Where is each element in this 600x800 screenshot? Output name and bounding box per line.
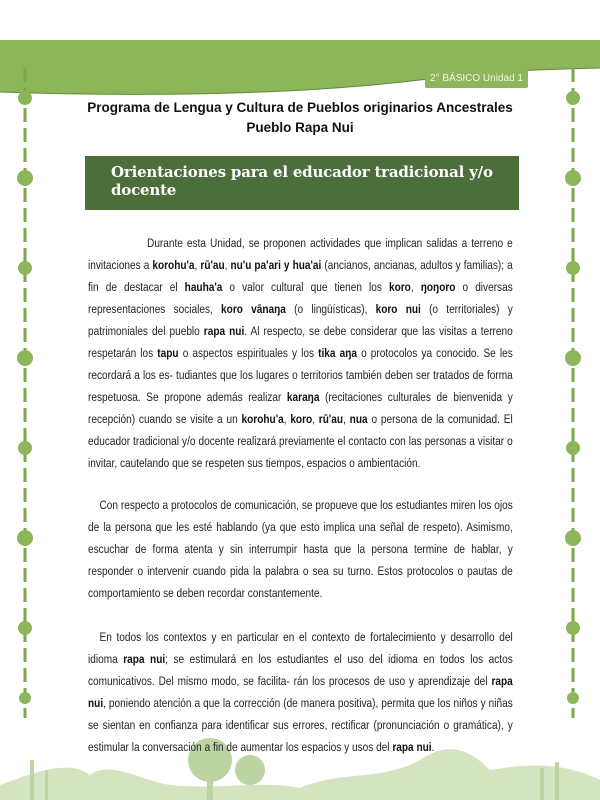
text-segment: Con respecto a protocolos de comunicación, se propueve que los estudiantes miren los ojos de la persona que les esté hablando (ya que esto implica una señal de respeto). Asimismo, escuchar de forma atenta y sin interrumpir hasta que la persona termine de hablar, y responder o intervenir cuando pida la palabra o sea su turno. Estos protocolos o pautas de comportamiento se deben recordar constantemente. <box>88 498 513 600</box>
rapa-nui-term: rapa nui <box>88 674 513 710</box>
paragraph <box>88 494 513 604</box>
text-segment: . Al respecto, se debe considerar que las visitas a terreno respetarán los <box>88 324 513 360</box>
text-segment: o valor cultural que tienen los <box>222 280 389 294</box>
rapa-nui-term: rapa nui <box>392 740 432 754</box>
text-segment: o aspectos espirituales y los <box>178 346 319 360</box>
text-segment: (o lingüísticas), <box>285 302 376 316</box>
text-segment: (ancianos, ancianas, adultos y familias); a fin de destacar el <box>88 258 513 294</box>
text-segment: o protocolos ya conocido. Se les recordará a los es- tudiantes que los lugares o territorios también deben ser tratados de forma respetuosa. Se propone además realizar <box>88 346 513 404</box>
section-header <box>85 156 519 210</box>
text-segment: , <box>194 258 201 272</box>
text-segment: o persona de la comunidad. El educador tradicional y/o docente realizará previamente el contacto con las personas a visitar o invitar, cautelando que se respeten sus tiempos, espacios o ambientación. <box>88 412 513 470</box>
text-segment: , <box>312 412 319 426</box>
rapa-nui-term: nua <box>349 412 368 426</box>
rapa-nui-term: rū'au <box>318 412 344 426</box>
rapa-nui-term: koro <box>388 280 411 294</box>
program-title: Programa de Lengua y Cultura de Pueblos originarios Ancestrales <box>87 100 513 115</box>
rapa-nui-term: rū'au <box>200 258 225 272</box>
program-subtitle: Pueblo Rapa Nui <box>246 120 354 135</box>
rapa-nui-term: nu'u pa'ari y hua'ai <box>230 258 322 272</box>
text-segment: , <box>224 258 231 272</box>
text-segment: ; se estimulará en los estudiantes el uso del idioma en todos los actos comunicativos. Del mismo modo, se facilita- rán los procesos de uso y aprendizaje del <box>88 652 513 688</box>
rapa-nui-term: tika aŋa <box>318 346 357 360</box>
rapa-nui-term: tapu <box>157 346 179 360</box>
unit-badge: 2° BÁSICO Unidad 1 <box>425 70 528 88</box>
text-segment: , poniendo atención a que la corrección (de manera positiva), permita que los niños y niñas se sientan en confianza para identificar sus errores, rectificar (pronunciación o gramática), y estimular la conversación a fin de aumentar los espacios y usos del <box>88 696 513 754</box>
text-segment: (recitaciones culturales de bienvenida y recepción) cuando se visite a un <box>88 390 513 426</box>
rapa-nui-term: rapa nui <box>203 324 245 338</box>
rapa-nui-term: ŋoŋoro <box>420 280 456 294</box>
text-segment: , <box>343 412 350 426</box>
rapa-nui-term: korohu'a <box>241 412 284 426</box>
paragraph <box>88 626 513 758</box>
text-segment: , <box>283 412 291 426</box>
rapa-nui-term: koro nui <box>375 302 421 316</box>
text-segment: En todos los contextos y en particular en el contexto de fortalecimiento y desarrollo del idioma <box>88 630 513 666</box>
rapa-nui-term: korohu'a <box>152 258 195 272</box>
text-segment: (o territoriales) y patrimoniales del pueblo <box>88 302 513 338</box>
text-segment: Durante esta Unidad, se proponen actividades que implican salidas a terreno e invitaciones a <box>88 236 513 272</box>
text-segment: , <box>410 280 421 294</box>
body-text <box>88 232 513 758</box>
program-heading <box>0 98 600 138</box>
left-ornament-border <box>14 68 36 718</box>
rapa-nui-term: karaŋa <box>286 390 320 404</box>
rapa-nui-term: koro vānaŋa <box>221 302 286 316</box>
header-wave-band <box>0 0 600 110</box>
paragraph <box>88 232 513 474</box>
rapa-nui-term: hauha'a <box>184 280 223 294</box>
rapa-nui-term: koro <box>290 412 313 426</box>
right-ornament-border <box>562 68 584 718</box>
section-title: Orientaciones para el educador tradicional y/o docente <box>111 163 493 199</box>
text-segment: . <box>431 740 435 754</box>
text-segment: o diversas representaciones sociales, <box>88 280 513 316</box>
rapa-nui-term: rapa nui <box>123 652 166 666</box>
